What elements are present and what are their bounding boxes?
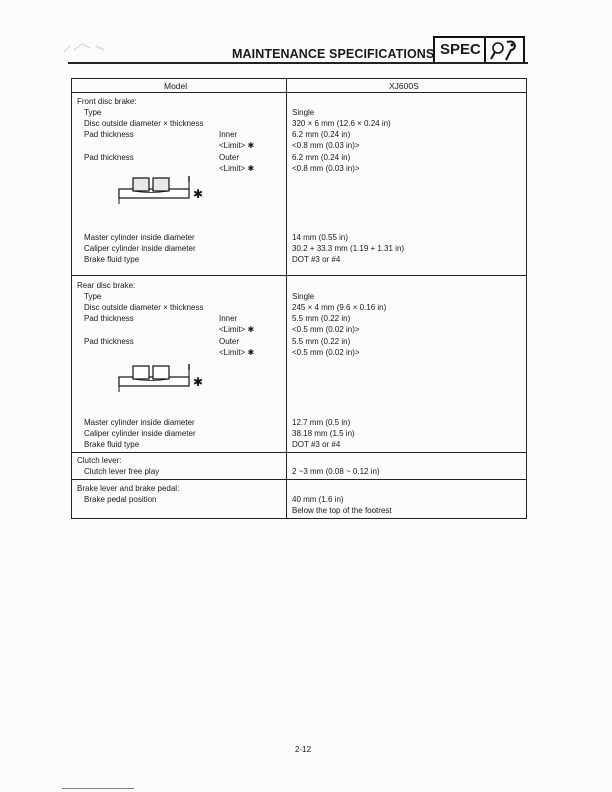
rear-pad-diagram — [117, 360, 207, 396]
rear-pad-label-2: Pad thickness — [84, 337, 134, 346]
front-fluid-value: DOT #3 or #4 — [292, 255, 341, 264]
footer-rule — [62, 788, 134, 789]
rear-pad-label: Pad thickness — [84, 314, 134, 323]
rear-caliper-label: Caliper cylinder inside diameter — [84, 429, 196, 438]
spec-badge-label: SPEC — [435, 38, 486, 62]
row-divider — [71, 452, 527, 453]
rear-outer-value: 5.5 mm (0.22 in) — [292, 337, 351, 346]
front-type-value: Single — [292, 108, 315, 117]
rear-disc-value: 245 × 4 mm (9.6 × 0.16 in) — [292, 303, 387, 312]
front-master-value: 14 mm (0.55 in) — [292, 233, 349, 242]
page-number: 2-12 — [295, 745, 312, 754]
page-title: MAINTENANCE SPECIFICATIONS — [232, 47, 435, 61]
row-divider — [71, 275, 527, 276]
rear-outer-label: Outer — [219, 337, 240, 346]
front-inner-limit-value: <0.8 mm (0.03 in)> — [292, 141, 360, 150]
front-outer-limit-value: <0.8 mm (0.03 in)> — [292, 164, 360, 173]
front-inner-value: 6.2 mm (0.24 in) — [292, 130, 351, 139]
clutch-play-value: 2 ~3 mm (0.08 ~ 0.12 in) — [292, 467, 380, 476]
faint-scribble — [60, 38, 120, 58]
front-outer-value: 6.2 mm (0.24 in) — [292, 153, 351, 162]
model-value-header: XJ600S — [389, 81, 419, 91]
front-diagram-star: ✱ — [193, 187, 204, 201]
clutch-play-label: Clutch lever free play — [84, 467, 160, 476]
rear-type-value: Single — [292, 292, 315, 301]
pedal-position-value-2: Below the top of the footrest — [292, 506, 392, 515]
front-pad-diagram — [117, 172, 207, 208]
rear-diagram-star: ✱ — [193, 375, 204, 389]
tools-icon — [486, 38, 523, 62]
front-pad-label-2: Pad thickness — [84, 153, 134, 162]
front-outer-label: Outer — [219, 153, 240, 162]
row-divider — [71, 479, 527, 480]
pedal-heading: Brake lever and brake pedal: — [77, 484, 180, 493]
rear-fluid-value: DOT #3 or #4 — [292, 440, 341, 449]
front-caliper-value: 30.2 + 33.3 mm (1.19 + 1.31 in) — [292, 244, 405, 253]
rear-outer-limit-label: <Limit> ✱ — [219, 348, 255, 357]
pedal-position-label: Brake pedal position — [84, 495, 157, 504]
front-inner-label: Inner — [219, 130, 238, 139]
front-disc-label: Disc outside diameter × thickness — [84, 119, 204, 128]
row-divider — [71, 92, 527, 93]
rear-outer-limit-value: <0.5 mm (0.02 in)> — [292, 348, 360, 357]
rear-fluid-label: Brake fluid type — [84, 440, 140, 449]
front-pad-label: Pad thickness — [84, 130, 134, 139]
front-master-label: Master cylinder inside diameter — [84, 233, 195, 242]
front-fluid-label: Brake fluid type — [84, 255, 140, 264]
rear-type-label: Type — [84, 292, 102, 301]
rear-caliper-value: 38.18 mm (1.5 in) — [292, 429, 355, 438]
rear-inner-label: Inner — [219, 314, 238, 323]
front-inner-limit-label: <Limit> ✱ — [219, 141, 255, 150]
front-caliper-label: Caliper cylinder inside diameter — [84, 244, 196, 253]
spec-badge — [433, 36, 525, 64]
front-outer-limit-label: <Limit> ✱ — [219, 164, 255, 173]
rear-master-label: Master cylinder inside diameter — [84, 418, 195, 427]
front-brake-heading: Front disc brake: — [77, 97, 137, 106]
model-header: Model — [164, 81, 188, 91]
rear-inner-limit-value: <0.5 mm (0.02 in)> — [292, 325, 360, 334]
rear-inner-value: 5.5 mm (0.22 in) — [292, 314, 351, 323]
rear-disc-label: Disc outside diameter × thickness — [84, 303, 204, 312]
pedal-position-value: 40 mm (1.6 in) — [292, 495, 344, 504]
rear-master-value: 12.7 mm (0.5 in) — [292, 418, 351, 427]
clutch-heading: Clutch lever: — [77, 456, 122, 465]
rear-inner-limit-label: <Limit> ✱ — [219, 325, 255, 334]
front-type-label: Type — [84, 108, 102, 117]
header-rule — [68, 62, 528, 64]
rear-brake-heading: Rear disc brake: — [77, 281, 136, 290]
front-disc-value: 320 × 6 mm (12.6 × 0.24 in) — [292, 119, 391, 128]
